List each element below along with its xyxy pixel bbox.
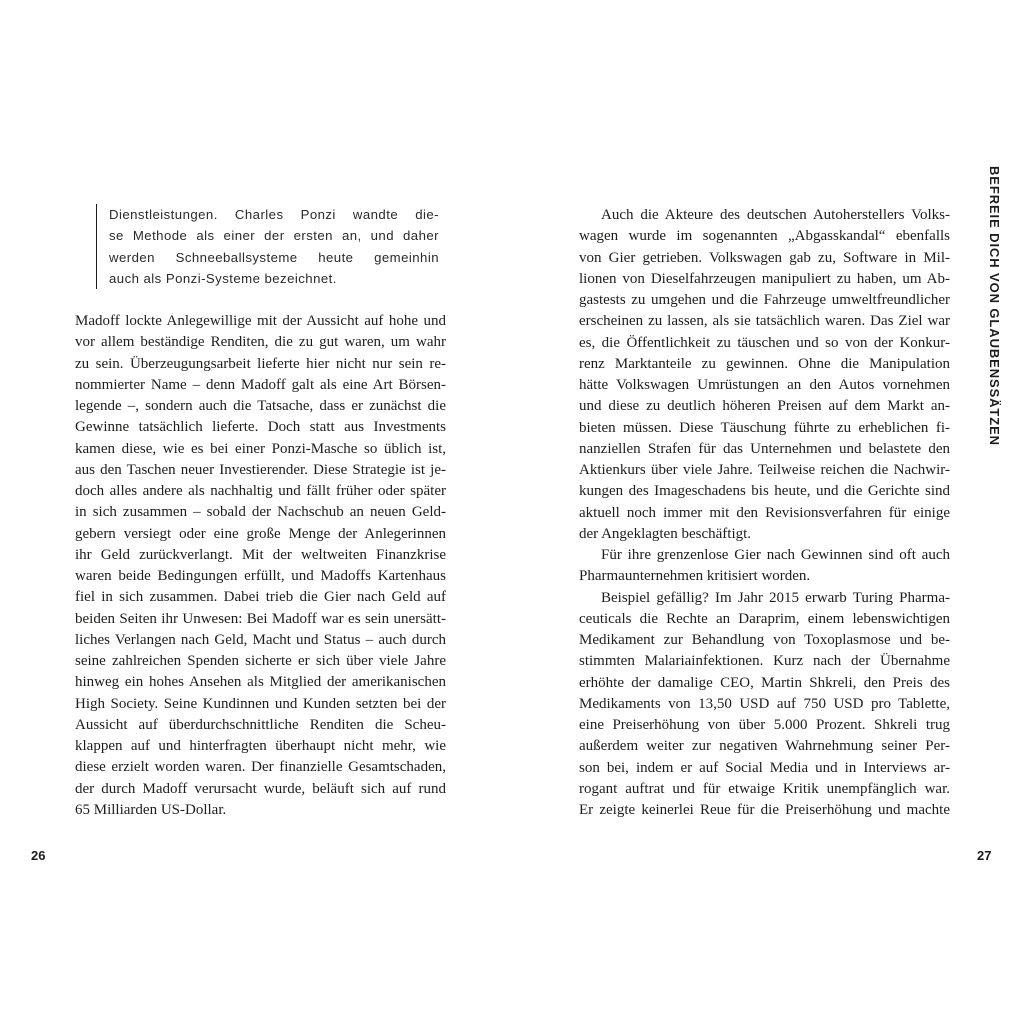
- quote-line: auch als Ponzi-Systeme bezeichnet.: [109, 270, 337, 286]
- text-line: der durch Madoff verursacht wurde, beläuft sich auf rund: [75, 780, 446, 797]
- text-line: kungen des Imageschadens bis heute, und die Gerichte sind: [579, 483, 950, 500]
- quote-line: werden Schneeballsysteme heute gemeinhin: [109, 249, 439, 265]
- text-line: waren beide Bedingungen erfüllt, und Madoffs Kartenhaus: [75, 568, 446, 584]
- text-line: Pharmaunternehmen kritisiert worden.: [579, 568, 811, 585]
- text-line: Er zeigte keinerlei Reue für die Preiserhöhung und machte: [579, 802, 950, 818]
- text-line: diese erzielt worden waren. Der finanzielle Gesamtschaden,: [75, 759, 446, 776]
- text-line: nommierter Name – denn Madoff galt als eine Art Börsen-: [75, 376, 446, 393]
- text-line: beiden Seiten ihr Unwesen: Bei Madoff war es sein unersätt-: [75, 610, 446, 627]
- text-line: seine zahlreichen Spenden sicherte er sich über viele Jahre: [75, 653, 446, 669]
- quote-line: Dienstleistungen. Charles Ponzi wandte die-: [109, 207, 439, 222]
- text-line: Medikaments von 13,50 USD auf 750 USD pro Tablette,: [579, 695, 950, 712]
- text-line: aus den Taschen neuer Investierender. Diese Strategie ist je-: [75, 461, 446, 478]
- text-line: es, die Öffentlichkeit zu täuschen und so von der Konkur-: [579, 334, 950, 351]
- text-line: nanziellen Strafen für das Unternehmen und belastete den: [579, 440, 950, 457]
- text-line: ceuticals die Rechte an Daraprim, einem lebenswichtigen: [579, 610, 950, 627]
- text-line: legende –, sondern auch die Tatsache, dass er zunächst die: [75, 398, 446, 414]
- text-line: gastests zu umgehen und die Fahrzeuge umweltfreundlicher: [579, 292, 950, 308]
- text-line: son bei, indem er auf Social Media und in Interviews ar-: [579, 759, 950, 776]
- right-page-body: [579, 205, 950, 821]
- text-line: renz Marktanteile zu gewinnen. Ohne die Manipulation: [579, 355, 950, 372]
- text-line: 65 Milliarden US-Dollar.: [75, 801, 227, 818]
- running-head: BEFREIE DICH VON GLAUBENSSÄTZEN: [987, 166, 1002, 446]
- text-line: High Society. Seine Kundinnen und Kunden setzten bei der: [75, 695, 446, 712]
- text-line: Beispiel gefällig? Im Jahr 2015 erwarb Turing Pharma-: [601, 589, 950, 606]
- text-line: rogant auftrat und für etwaige Kritik unempfänglich war.: [579, 780, 950, 797]
- text-line: ihr Geld zurückverlangt. Mit der weltweiten Finanzkrise: [75, 546, 446, 563]
- text-line: erhöhte der damalige CEO, Martin Shkreli, den Preis des: [579, 674, 950, 691]
- text-line: Madoff lockte Anlegewillige mit der Aussicht auf hohe und: [75, 313, 446, 329]
- quote-line: se Methode als einer der ersten an, und daher: [109, 228, 439, 244]
- text-line: hätte Volkswagen Umrüstungen an den Autos vornehmen: [579, 377, 950, 393]
- text-line: zu sein. Überzeugungsarbeit lieferte hier nicht nur sein re-: [75, 355, 446, 372]
- page-number-right: 27: [977, 848, 992, 863]
- text-line: von Gier getrieben. Volkswagen gab zu, Software in Mil-: [579, 249, 950, 266]
- text-line: Aussicht auf überdurchschnittliche Renditen die Scheu-: [75, 716, 446, 733]
- text-line: in sich zusammen – sobald der Nachschub an neuen Geld-: [75, 504, 446, 521]
- text-line: fiel in sich zusammen. Dabei trieb die Gier nach Geld auf: [75, 589, 446, 606]
- text-line: erscheinen zu lassen, als sie tatsächlich waren. Das Ziel war: [579, 313, 950, 330]
- text-line: hinweg ein hohes Ansehen als Mitglied der amerikanischen: [75, 674, 446, 691]
- text-line: lionen von Dieselfahrzeugen manipuliert zu haben, um Ab-: [579, 270, 950, 287]
- text-line: wagen wurde im sogenannten „Abgasskandal“ ebenfalls: [579, 228, 950, 245]
- text-line: doch alles andere als nachhaltig und fällt früher oder später: [75, 483, 446, 499]
- text-line: gebern versiegt oder eine große Menge der Anlegerinnen: [75, 525, 446, 542]
- text-line: Medikament zur Behandlung von Toxoplasmose und be-: [579, 632, 950, 648]
- pull-quote: [96, 204, 439, 289]
- text-line: stimmten Malariainfektionen. Kurz nach der Übernahme: [579, 653, 950, 670]
- text-line: kamen diese, wie es bei einer Ponzi-Masche so üblich ist,: [75, 440, 446, 457]
- text-line: eine Preiserhöhung von über 5.000 Prozent. Shkreli trug: [579, 717, 950, 733]
- text-line: und diese zu deutlich höheren Preisen auf dem Markt an-: [579, 398, 950, 415]
- text-line: aktuell noch immer mit den Revisionsverfahren für einige: [579, 504, 950, 521]
- text-line: klappen auf und hinterfragten überhaupt nicht mehr, wie: [75, 738, 446, 754]
- text-line: Für ihre grenzenlose Gier nach Gewinnen sind oft auch: [601, 547, 950, 563]
- text-line: Auch die Akteure des deutschen Autoherstellers Volks-: [601, 207, 950, 223]
- text-line: liches Verlangen nach Geld, Macht und Status – auch durch: [75, 631, 446, 648]
- text-line: vor allem beständige Renditen, die zu gut waren, um wahr: [75, 334, 446, 351]
- text-line: Aktienkurs über viele Jahre. Teilweise reichen die Nachwir-: [579, 462, 950, 478]
- text-line: bieten müssen. Diese Täuschung führte zu erheblichen fi-: [579, 419, 950, 436]
- text-line: der Angeklagten beschäftigt.: [579, 525, 752, 542]
- left-page-body: [75, 311, 446, 821]
- text-line: Gewinne tatsächlich lieferte. Doch statt aus Investments: [75, 419, 446, 436]
- page-number-left: 26: [31, 848, 46, 863]
- text-line: außerdem weiter zur negativen Wahrnehmung seiner Per-: [579, 738, 950, 755]
